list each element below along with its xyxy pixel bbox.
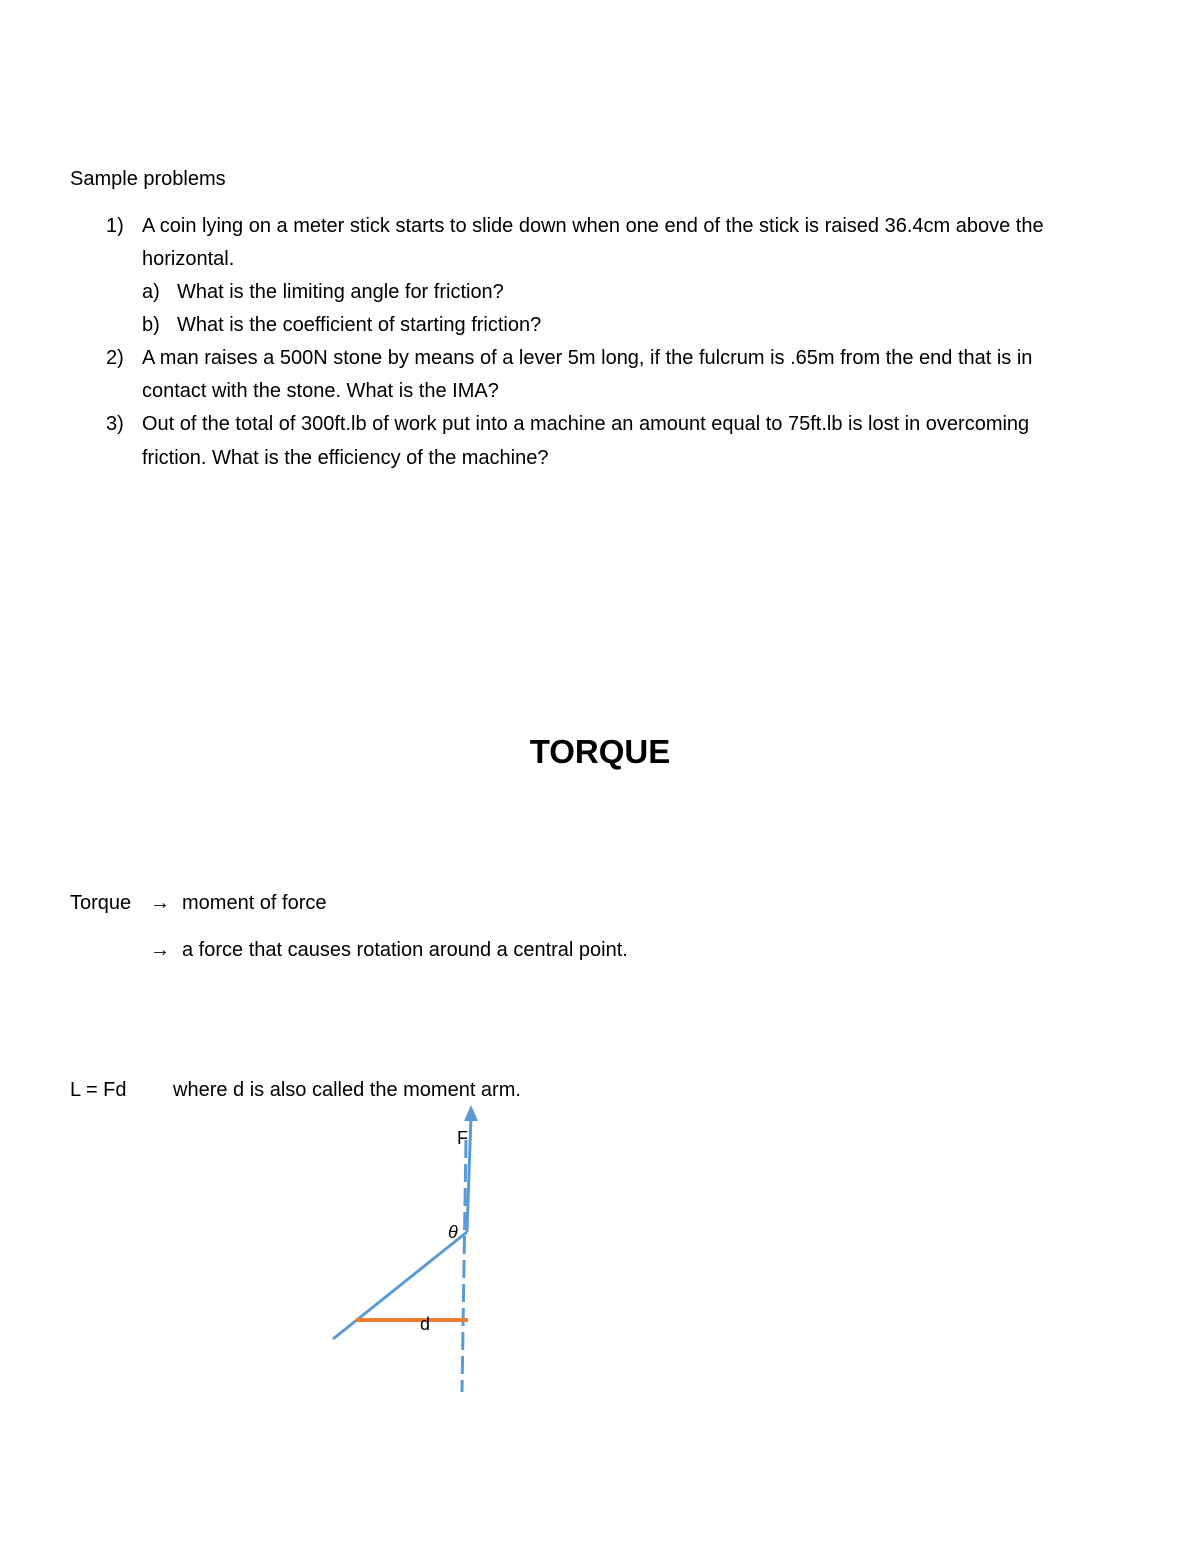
arm-label: d xyxy=(420,1314,431,1334)
force-arrowhead xyxy=(464,1105,478,1121)
torque-formula-note: where d is also called the moment arm. xyxy=(173,1079,521,1101)
problem-1-number: 1) xyxy=(106,215,124,237)
arrow-icon: → xyxy=(150,939,170,961)
problem-2-number: 2) xyxy=(106,347,124,369)
sample-problems-heading: Sample problems xyxy=(70,168,226,190)
problem-2-text-line-1: A man raises a 500N stone by means of a lever 5m long, if the fulcrum is .65m from the end that is in xyxy=(142,347,1033,369)
problem-1-text-line-2: horizontal. xyxy=(142,248,235,270)
torque-title: TORQUE xyxy=(529,733,671,770)
angle-label: θ xyxy=(448,1222,458,1242)
problem-1a-text: What is the limiting angle for friction? xyxy=(177,281,504,303)
problem-3-text-line-2: friction. What is the efficiency of the machine? xyxy=(142,447,549,469)
torque-term: Torque xyxy=(70,892,132,914)
lever-line xyxy=(333,1232,467,1339)
problem-2-text-line-2: contact with the stone. What is the IMA? xyxy=(142,380,499,402)
problem-1-text-line-1: A coin lying on a meter stick starts to slide down when one end of the stick is raised 36.4cm above the xyxy=(142,215,1044,237)
problem-1b-letter: b) xyxy=(142,314,160,336)
torque-definition-2: a force that causes rotation around a central point. xyxy=(182,939,628,961)
problem-1b-text: What is the coefficient of starting friction? xyxy=(177,314,542,336)
force-label: F xyxy=(457,1128,468,1148)
arrow-icon: → xyxy=(150,892,170,914)
problem-3-text-line-1: Out of the total of 300ft.lb of work put into a machine an amount equal to 75ft.lb is lost in overcoming xyxy=(142,413,1030,435)
problem-1a-letter: a) xyxy=(142,281,160,303)
line-of-action xyxy=(462,1140,466,1392)
torque-formula: L = Fd xyxy=(70,1079,127,1101)
torque-definition-1: moment of force xyxy=(182,892,327,914)
problem-3-number: 3) xyxy=(106,413,124,435)
